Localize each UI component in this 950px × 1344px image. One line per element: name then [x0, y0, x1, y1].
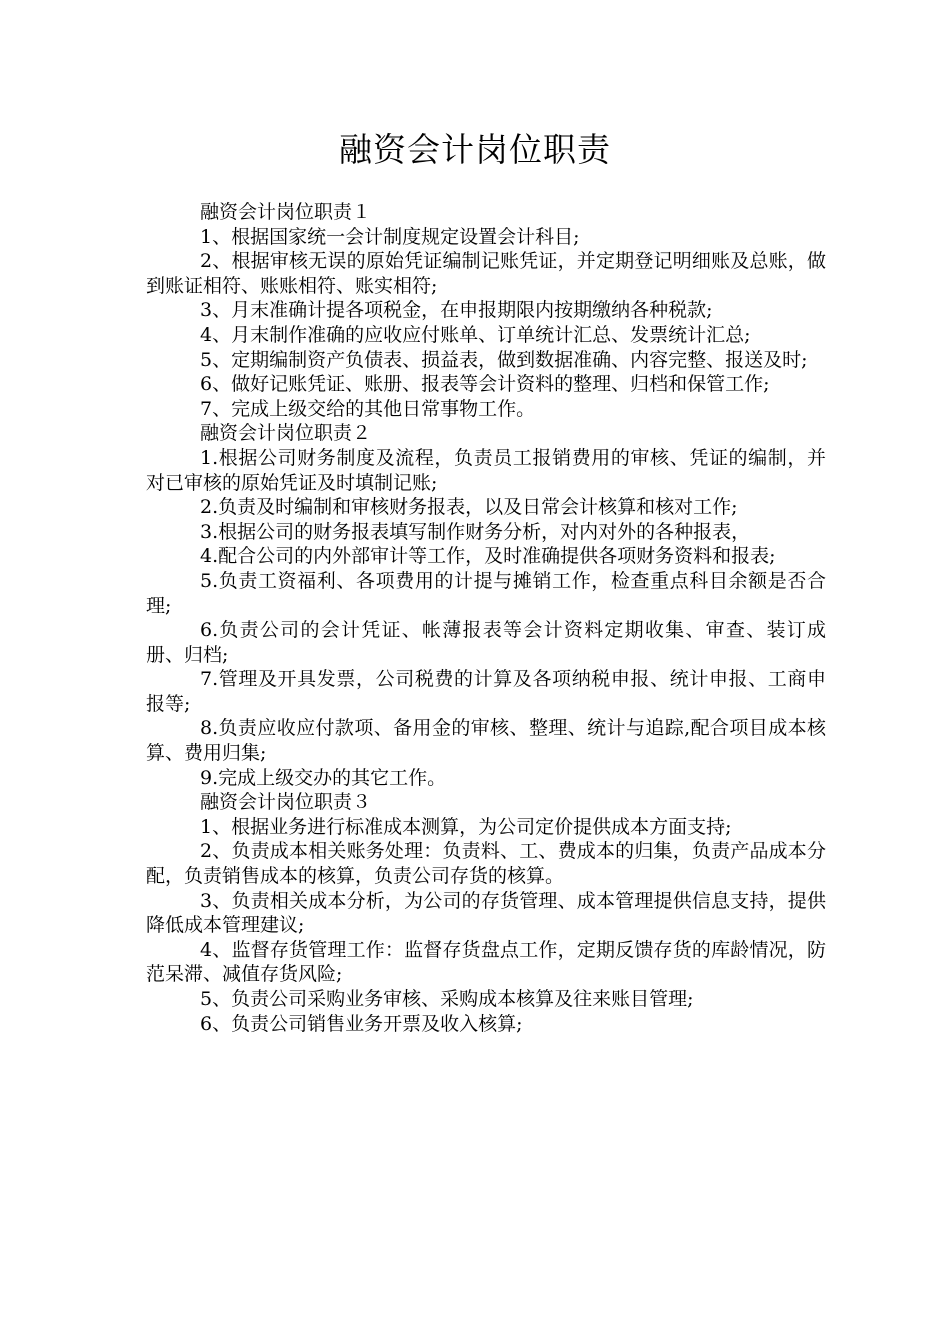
paragraph: 5.负责工资福利、各项费用的计提与摊销工作，检查重点科目余额是否合理; [146, 569, 826, 617]
paragraph: 6、负责公司销售业务开票及收入核算; [200, 1012, 523, 1035]
paragraph: 1、根据国家统一会计制度规定设置会计科目; [200, 225, 580, 248]
paragraph: 1、根据业务进行标准成本测算，为公司定价提供成本方面支持; [200, 815, 732, 838]
section-heading-3: 融资会计岗位职责３ [200, 791, 372, 814]
paragraph: 4、监督存货管理工作：监督存货盘点工作，定期反馈存货的库龄情况，防范呆滞、减值存货风险; [146, 938, 826, 986]
paragraph: 4.配合公司的内外部审计等工作，及时准确提供各项财务资料和报表; [200, 545, 776, 568]
paragraph: 3.根据公司的财务报表填写制作财务分析，对内对外的各种报表， [200, 520, 751, 543]
paragraph: 7、完成上级交给的其他日常事物工作。 [200, 397, 536, 420]
paragraph: 9.完成上级交办的其它工作。 [200, 766, 447, 789]
paragraph: 6.负责公司的会计凭证、帐薄报表等会计资料定期收集、审查、装订成册、归档; [146, 619, 826, 666]
paragraph: 3、月末准确计提各项税金，在申报期限内按期缴纳各种税款; [200, 299, 713, 322]
section-heading-2: 融资会计岗位职责２ [200, 422, 372, 445]
paragraph: 2.负责及时编制和审核财务报表，以及日常会计核算和核对工作; [200, 496, 738, 519]
paragraph: 4、月末制作准确的应收应付账单、订单统计汇总、发票统计汇总; [200, 323, 751, 346]
section-heading-1: 融资会计岗位职责１ [200, 201, 372, 223]
document-title: 融资会计岗位职责 [339, 130, 611, 169]
document-body [146, 200, 826, 1036]
paragraph: 1.根据公司财务制度及流程，负责员工报销费用的审核、凭证的编制，并对已审核的原始凭证及时填制记账; [146, 446, 826, 494]
paragraph: 2、负责成本相关账务处理：负责料、工、费成本的归集，负责产品成本分配，负责销售成本的核算，负责公司存货的核算。 [146, 840, 826, 888]
paragraph: 5、负责公司采购业务审核、采购成本核算及往来账目管理; [200, 988, 694, 1010]
paragraph: 6、做好记账凭证、账册、报表等会计资料的整理、归档和保管工作; [200, 373, 770, 396]
paragraph: 3、负责相关成本分析，为公司的存货管理、成本管理提供信息支持，提供降低成本管理建议; [146, 889, 826, 937]
paragraph: 5、定期编制资产负债表、损益表，做到数据准确、内容完整、报送及时; [200, 348, 808, 371]
paragraph: 8.负责应收应付款项、备用金的审核、整理、统计与追踪,配合项目成本核算、费用归集; [146, 717, 826, 765]
paragraph: 7.管理及开具发票，公司税费的计算及各项纳税申报、统计申报、工商申报等; [146, 668, 826, 715]
paragraph: 2、根据审核无误的原始凭证编制记账凭证，并定期登记明细账及总账，做到账证相符、账账相符、账实相符; [146, 250, 826, 297]
